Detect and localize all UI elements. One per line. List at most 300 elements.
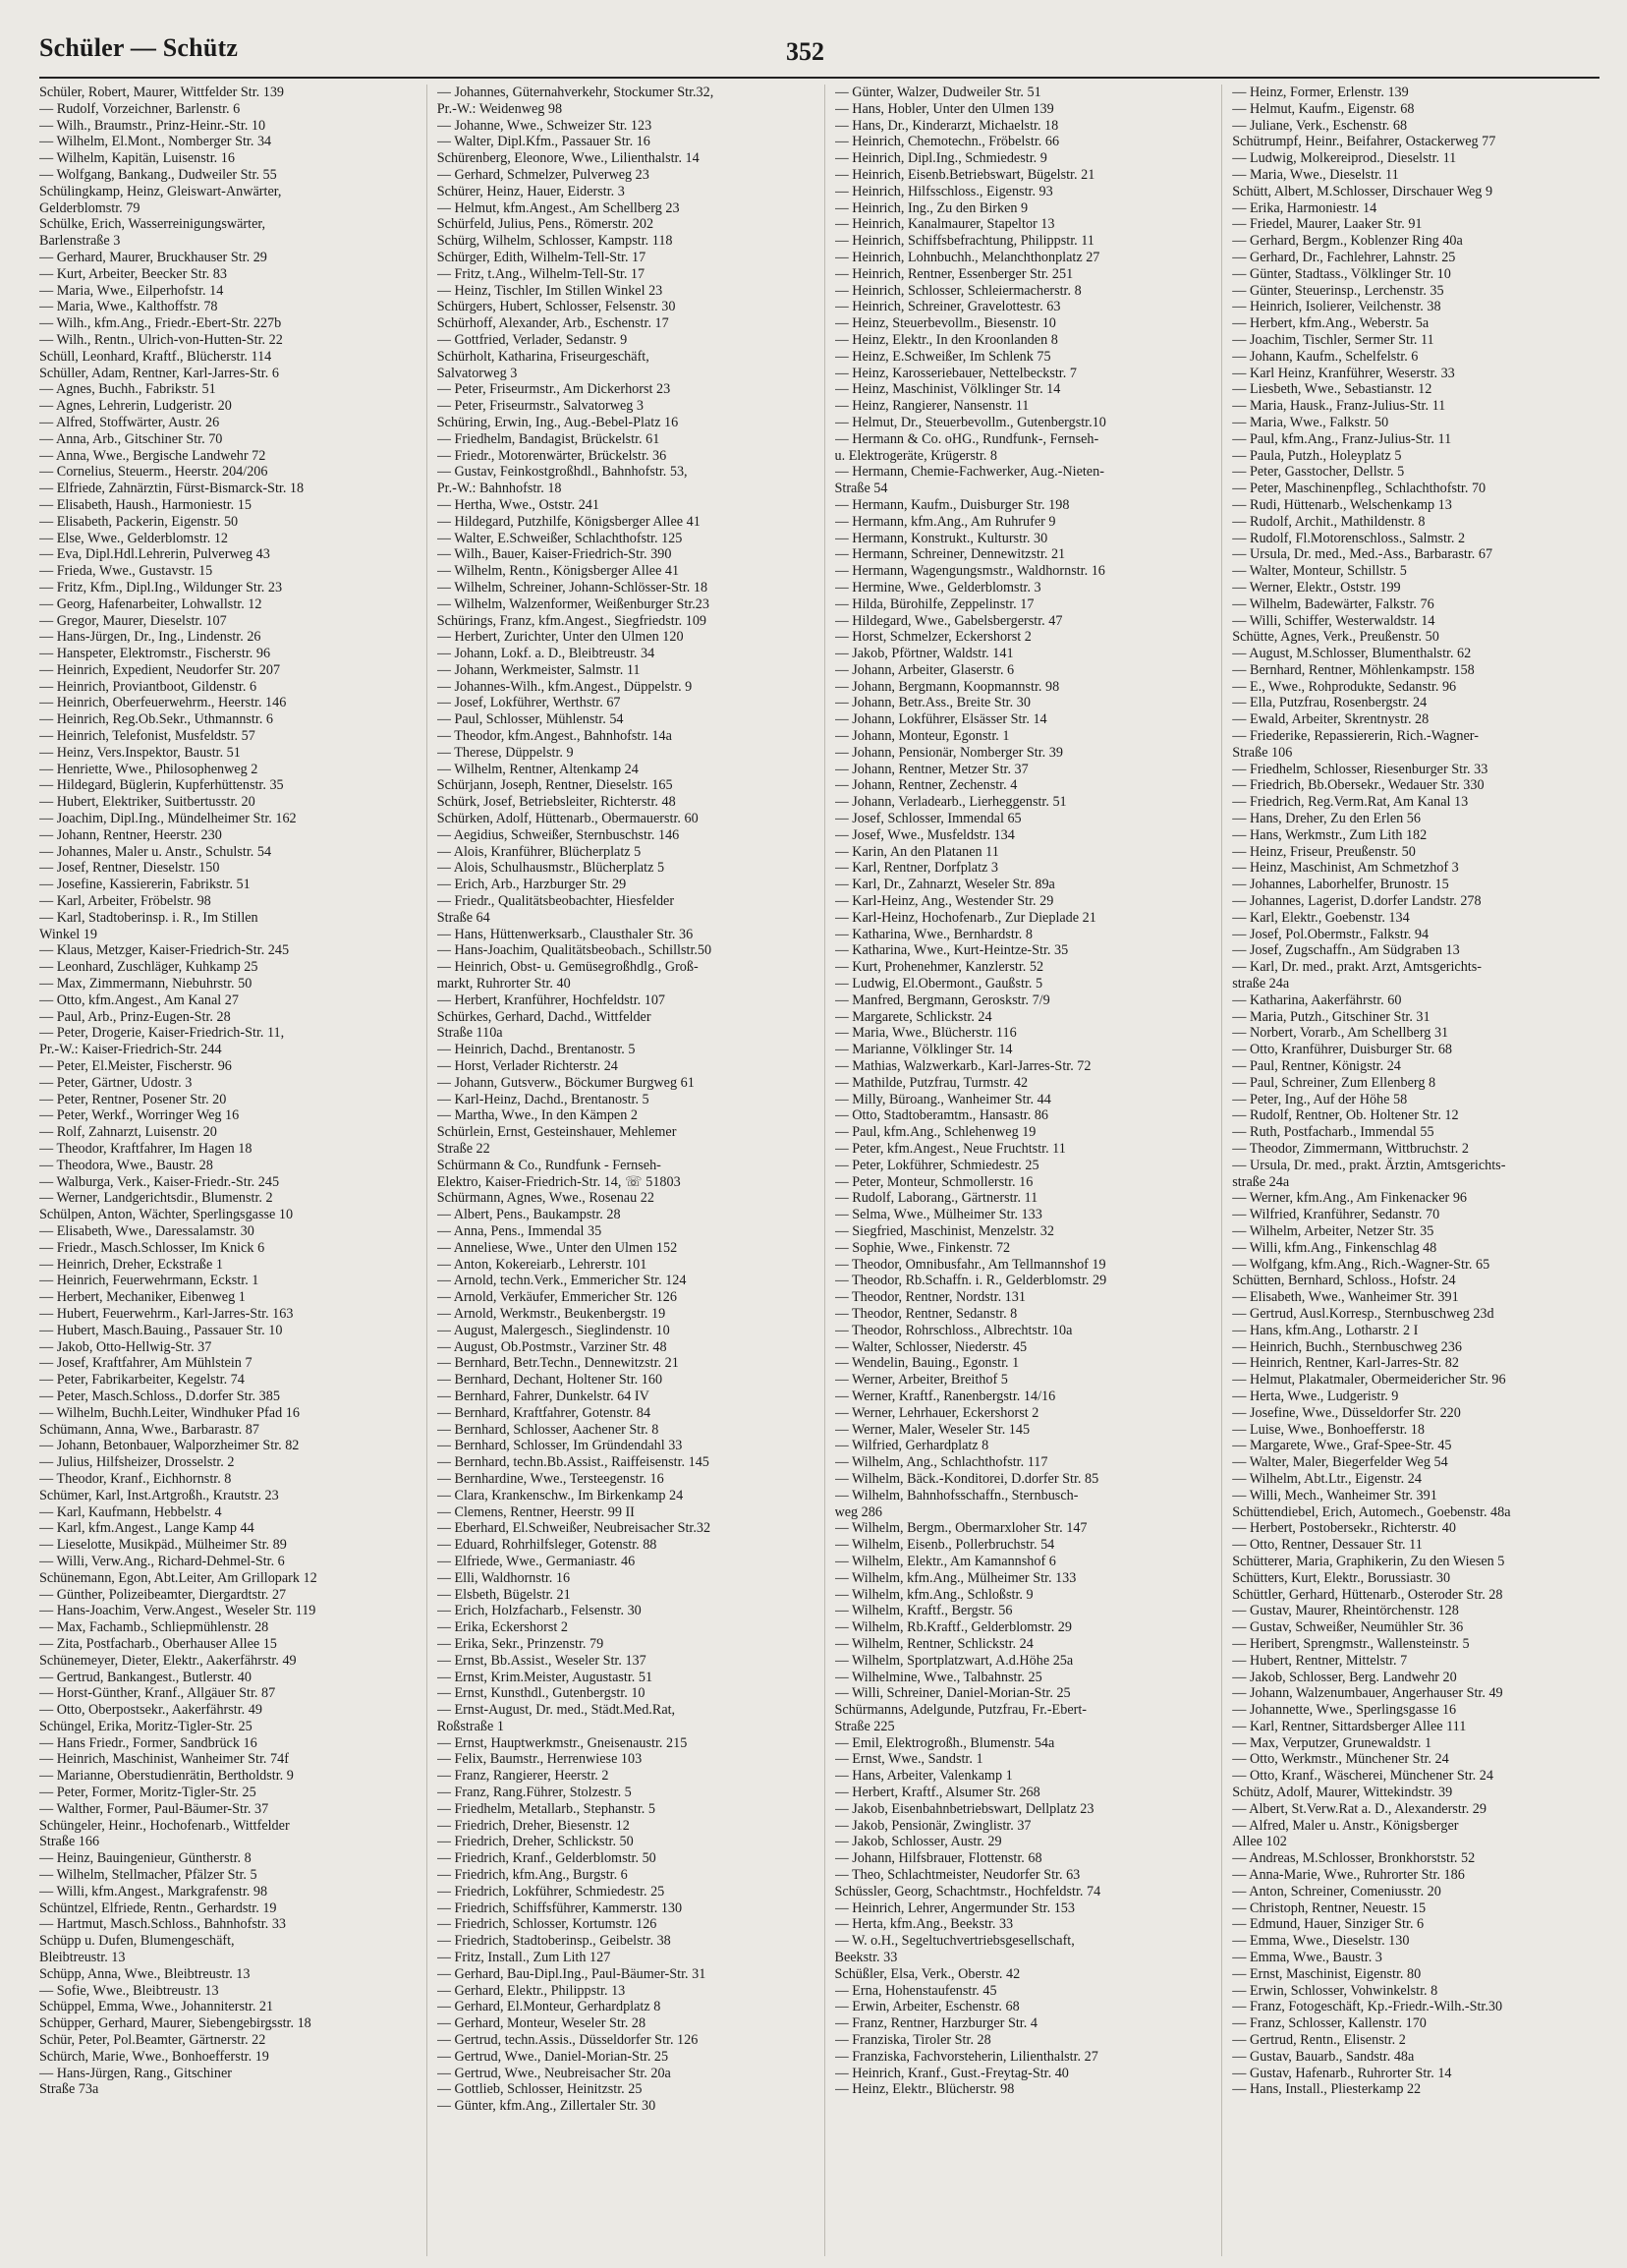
directory-entry: — Else, Wwe., Gelderblomstr. 12 bbox=[39, 530, 229, 546]
directory-entry: — Friedr., Masch.Schlosser, Im Knick 6 bbox=[39, 1239, 265, 1256]
directory-entry: — Johannes-Wilh., kfm.Angest., Düppelstr. 9 bbox=[436, 678, 693, 695]
directory-entry: — Jakob, Pförtner, Waldstr. 141 bbox=[834, 646, 1014, 662]
directory-entry: — Johann, Kaufm., Schelfelstr. 6 bbox=[1232, 348, 1419, 365]
directory-entry: Schürmann & Co., Rundfunk - Fernseh- bbox=[436, 1157, 661, 1173]
directory-entry: — Wilhelm, El.Mont., Nomberger Str. 34 bbox=[39, 134, 272, 150]
directory-entry: — Heinz, Friseur, Preußenstr. 50 bbox=[1232, 843, 1416, 860]
directory-entry: — Walter, Maler, Biegerfelder Weg 54 bbox=[1232, 1454, 1448, 1471]
directory-entry: — Heinrich, Kranf., Gust.-Freytag-Str. 40 bbox=[834, 2065, 1069, 2081]
directory-entry: — Rudolf, Rentner, Ob. Holtener Str. 12 bbox=[1232, 1107, 1459, 1124]
directory-entry: — Gustav, Bauarb., Sandstr. 48a bbox=[1232, 2048, 1415, 2065]
directory-entry: — Hermann, Kaufm., Duisburger Str. 198 bbox=[834, 496, 1070, 513]
directory-entry: — Heinrich, Lehrer, Angermunder Str. 153 bbox=[834, 1899, 1075, 1916]
directory-entry: Schüngeler, Heinr., Hochofenarb., Wittfelder bbox=[39, 1817, 290, 1834]
directory-entry: — Otto, Rentner, Dessauer Str. 11 bbox=[1232, 1537, 1423, 1554]
directory-entry: Straße 106 bbox=[1232, 744, 1293, 761]
directory-entry: straße 24a bbox=[1232, 976, 1290, 992]
directory-entry: — Paul, Schlosser, Mühlenstr. 54 bbox=[436, 711, 624, 728]
directory-entry: — Hermann, kfm.Ang., Am Ruhrufer 9 bbox=[834, 513, 1056, 530]
directory-entry: Straße 54 bbox=[834, 481, 888, 497]
directory-entry: — Peter, Friseurmstr., Am Dickerhorst 23 bbox=[436, 381, 671, 398]
directory-entry: — Anna, Arb., Gitschiner Str. 70 bbox=[39, 430, 223, 447]
directory-entry: — Horst-Günther, Kranf., Allgäuer Str. 87 bbox=[39, 1685, 276, 1702]
directory-entry: Schülke, Erich, Wasserreinigungswärter, bbox=[39, 216, 266, 233]
directory-entry: — Cornelius, Steuerm., Heerstr. 204/206 bbox=[39, 464, 268, 481]
directory-entry: — Alois, Kranführer, Blücherplatz 5 bbox=[436, 843, 642, 860]
directory-entry: Pr.-W.: Bahnhofstr. 18 bbox=[436, 481, 562, 497]
directory-entry: — Emma, Wwe., Dieselstr. 130 bbox=[1232, 1933, 1410, 1950]
directory-entry: — Leonhard, Zuschläger, Kuhkamp 25 bbox=[39, 959, 258, 976]
directory-entry: — Ernst, Krim.Meister, Augustastr. 51 bbox=[436, 1669, 653, 1685]
directory-entry: — Walter, Monteur, Schillstr. 5 bbox=[1232, 563, 1407, 580]
directory-entry: — Peter, Masch.Schloss., D.dorfer Str. 385 bbox=[39, 1388, 280, 1404]
directory-entry: Schütten, Bernhard, Schloss., Hofstr. 24 bbox=[1232, 1273, 1456, 1289]
directory-entry: — Maria, Wwe., Eilperhofstr. 14 bbox=[39, 282, 224, 299]
directory-entry: — Heinrich, Rentner, Essenberger Str. 251 bbox=[834, 265, 1074, 282]
directory-entry: Schütt, Albert, M.Schlosser, Dirschauer Weg 9 bbox=[1232, 183, 1493, 199]
directory-entry: — Günther, Polizeibeamter, Diergardtstr. 27 bbox=[39, 1586, 287, 1603]
directory-entry: — Wilhelm, Ang., Schlachthofstr. 117 bbox=[834, 1454, 1048, 1471]
directory-entry: — Heinz, Rangierer, Nansenstr. 11 bbox=[834, 398, 1030, 415]
directory-entry: Straße 110a bbox=[436, 1025, 503, 1042]
directory-entry: — Johann, Hilfsbrauer, Flottenstr. 68 bbox=[834, 1850, 1042, 1867]
directory-entry: — Arnold, Werkmstr., Beukenbergstr. 19 bbox=[436, 1305, 666, 1322]
directory-entry: — Josef, Wwe., Musfeldstr. 134 bbox=[834, 826, 1015, 843]
directory-entry: — Erich, Holzfacharb., Felsenstr. 30 bbox=[436, 1603, 642, 1619]
directory-entry: — Therese, Düppelstr. 9 bbox=[436, 744, 574, 761]
directory-entry: — Heinrich, Ing., Zu den Birken 9 bbox=[834, 199, 1029, 216]
directory-entry: — Hubert, Masch.Bauing., Passauer Str. 10 bbox=[39, 1322, 283, 1338]
directory-entry: Schütte, Agnes, Verk., Preußenstr. 50 bbox=[1232, 629, 1439, 646]
directory-entry: — August, Malergesch., Sieglindenstr. 10 bbox=[436, 1322, 670, 1338]
directory-entry: — Hans-Jürgen, Rang., Gitschiner bbox=[39, 2065, 232, 2081]
directory-entry: — Theodor, Kranf., Eichhornstr. 8 bbox=[39, 1470, 232, 1487]
directory-entry: — Otto, Stadtoberamtm., Hansastr. 86 bbox=[834, 1107, 1049, 1124]
directory-entry: weg 286 bbox=[834, 1503, 882, 1520]
directory-entry: — Henriette, Wwe., Philosophenweg 2 bbox=[39, 761, 258, 777]
directory-entry: — Wilhelm, Rb.Kraftf., Gelderblomstr. 29 bbox=[834, 1619, 1072, 1636]
directory-entry: — Frieda, Wwe., Gustavstr. 15 bbox=[39, 563, 213, 580]
directory-entry: — Friedr., Motorenwärter, Brückelstr. 36 bbox=[436, 447, 667, 464]
directory-entry: Schütters, Kurt, Elektr., Borussiastr. 30 bbox=[1232, 1569, 1451, 1586]
directory-entry: — Herbert, Mechaniker, Eibenweg 1 bbox=[39, 1289, 246, 1306]
directory-entry: — Johann, Walzenumbauer, Angerhauser Str. 49 bbox=[1232, 1685, 1503, 1702]
directory-entry: Schürmann, Agnes, Wwe., Rosenau 22 bbox=[436, 1190, 654, 1207]
directory-entry: Salvatorweg 3 bbox=[436, 365, 518, 381]
directory-entry: — Theodor, Rb.Schaffn. i. R., Gelderblomstr. 29 bbox=[834, 1273, 1107, 1289]
directory-entry: straße 24a bbox=[1232, 1173, 1290, 1190]
directory-entry: — Hans, Hobler, Unter den Ulmen 139 bbox=[834, 100, 1054, 117]
directory-entry: — Agnes, Lehrerin, Ludgeristr. 20 bbox=[39, 398, 232, 415]
directory-entry: Straße 166 bbox=[39, 1834, 100, 1850]
directory-entry: — Sofie, Wwe., Bleibtreustr. 13 bbox=[39, 1982, 219, 1999]
directory-entry: Straße 73a bbox=[39, 2081, 99, 2098]
directory-entry: — Heinrich, Isolierer, Veilchenstr. 38 bbox=[1232, 299, 1441, 315]
page-title: Schüler — Schütz bbox=[39, 33, 239, 62]
directory-entry: — Eberhard, El.Schweißer, Neubreisacher Str.32 bbox=[436, 1520, 711, 1537]
directory-entry: — Hans, Dr., Kinderarzt, Michaelstr. 18 bbox=[834, 117, 1059, 134]
directory-entry: Schüngel, Erika, Moritz-Tigler-Str. 25 bbox=[39, 1718, 252, 1734]
directory-entry: — Werner, kfm.Ang., Am Finkenacker 96 bbox=[1232, 1190, 1468, 1207]
directory-entry: Schüpp u. Dufen, Blumengeschäft, bbox=[39, 1933, 235, 1950]
directory-entry: — Edmund, Hauer, Sinziger Str. 6 bbox=[1232, 1916, 1425, 1933]
directory-entry: — Paula, Putzh., Holeyplatz 5 bbox=[1232, 447, 1402, 464]
directory-entry: — Ewald, Arbeiter, Skrentnystr. 28 bbox=[1232, 711, 1430, 728]
directory-entry: — Friedhelm, Schlosser, Riesenburger Str. 33 bbox=[1232, 761, 1488, 777]
directory-entry: — Maria, Putzh., Gitschiner Str. 31 bbox=[1232, 1008, 1431, 1025]
directory-entry: — Johann, Pensionär, Nomberger Str. 39 bbox=[834, 744, 1063, 761]
directory-entry: — Clara, Krankenschw., Im Birkenkamp 24 bbox=[436, 1487, 684, 1503]
directory-entry: — Emma, Wwe., Baustr. 3 bbox=[1232, 1950, 1382, 1966]
directory-entry: — Herta, Wwe., Ludgeristr. 9 bbox=[1232, 1388, 1399, 1404]
directory-entry: — Wilhelm, kfm.Ang., Schloßstr. 9 bbox=[834, 1586, 1034, 1603]
directory-entry: — Peter, Former, Moritz-Tigler-Str. 25 bbox=[39, 1785, 256, 1801]
directory-entry: — Elfriede, Wwe., Germaniastr. 46 bbox=[436, 1553, 636, 1569]
directory-entry: — Heinrich, Buchh., Sternbuschweg 236 bbox=[1232, 1338, 1462, 1355]
directory-entry: — Karl-Heinz, Hochofenarb., Zur Dieplade 21 bbox=[834, 909, 1096, 926]
directory-entry: — Wilhelm, Abt.Ltr., Eigenstr. 24 bbox=[1232, 1470, 1422, 1487]
directory-entry: — Johannette, Wwe., Sperlingsgasse 16 bbox=[1232, 1702, 1457, 1719]
directory-entry: — Johanne, Wwe., Schweizer Str. 123 bbox=[436, 117, 652, 134]
directory-entry: Barlenstraße 3 bbox=[39, 233, 121, 250]
directory-entry: — Gustav, Maurer, Rheintörchenstr. 128 bbox=[1232, 1603, 1459, 1619]
directory-entry: — Maria, Wwe., Dieselstr. 11 bbox=[1232, 166, 1399, 183]
directory-entry: — Jakob, Eisenbahnbetriebswart, Dellplatz 23 bbox=[834, 1800, 1094, 1817]
directory-entry: — Johannes, Maler u. Anstr., Schulstr. 54 bbox=[39, 843, 272, 860]
directory-entry: — Horst, Verlader Richterstr. 24 bbox=[436, 1058, 618, 1075]
directory-entry: — Clemens, Rentner, Heerstr. 99 II bbox=[436, 1503, 635, 1520]
directory-entry: markt, Ruhrorter Str. 40 bbox=[436, 976, 571, 992]
directory-entry: — Wilh., kfm.Ang., Friedr.-Ebert-Str. 227b bbox=[39, 315, 282, 332]
directory-entry: — Marianne, Völklinger Str. 14 bbox=[834, 1042, 1013, 1058]
directory-entry: — Friedrich, Dreher, Schlickstr. 50 bbox=[436, 1834, 634, 1850]
directory-entry: — Paul, Arb., Prinz-Eugen-Str. 28 bbox=[39, 1008, 231, 1025]
directory-entry: — Anna, Pens., Immendal 35 bbox=[436, 1222, 602, 1239]
directory-entry: — Eva, Dipl.Hdl.Lehrerin, Pulverweg 43 bbox=[39, 546, 270, 563]
directory-entry: — Wilhelm, Walzenformer, Weißenburger Str.23 bbox=[436, 595, 709, 612]
directory-entry: — Selma, Wwe., Mülheimer Str. 133 bbox=[834, 1207, 1042, 1223]
directory-entry: — Zita, Postfacharb., Oberhauser Allee 15 bbox=[39, 1635, 277, 1652]
directory-entry: — Karl, Kaufmann, Hebbelstr. 4 bbox=[39, 1503, 222, 1520]
directory-entry: — Johann, Bergmann, Koopmannstr. 98 bbox=[834, 678, 1060, 695]
directory-entry: — Johann, Monteur, Egonstr. 1 bbox=[834, 728, 1010, 745]
directory-entry: — Karl, Dr., Zahnarzt, Weseler Str. 89a bbox=[834, 877, 1055, 893]
directory-entry: — Franz, Rangierer, Heerstr. 2 bbox=[436, 1768, 609, 1785]
directory-entry: Schütz, Adolf, Maurer, Wittekindstr. 39 bbox=[1232, 1785, 1453, 1801]
directory-entry: — Wolfgang, kfm.Ang., Rich.-Wagner-Str. 65 bbox=[1232, 1256, 1490, 1273]
directory-entry: Schürlein, Ernst, Gesteinshauer, Mehlemer bbox=[436, 1124, 677, 1141]
directory-entry: — Theodor, Zimmermann, Wittbruchstr. 2 bbox=[1232, 1141, 1469, 1157]
directory-entry: Schürger, Edith, Wilhelm-Tell-Str. 17 bbox=[436, 249, 646, 265]
directory-entry: Schürfeld, Julius, Pens., Römerstr. 202 bbox=[436, 216, 654, 233]
directory-entry: Schürken, Adolf, Hüttenarb., Obermauerstr. 60 bbox=[436, 811, 699, 827]
directory-entry: — Heinrich, Kanalmaurer, Stapeltor 13 bbox=[834, 216, 1055, 233]
directory-entry: — Jakob, Schlosser, Berg. Landwehr 20 bbox=[1232, 1669, 1457, 1685]
directory-entry: — Gertrud, Bankangest., Butlerstr. 40 bbox=[39, 1669, 252, 1685]
directory-entry: — Gertrud, Rentn., Elisenstr. 2 bbox=[1232, 2032, 1406, 2049]
directory-entry: — Günter, Stadtass., Völklinger Str. 10 bbox=[1232, 265, 1451, 282]
directory-entry: — Heinz, Karosseriebauer, Nettelbeckstr. 7 bbox=[834, 365, 1077, 381]
directory-entry: — Heinrich, Dipl.Ing., Schmiedestr. 9 bbox=[834, 150, 1047, 167]
directory-entry: — Heinz, Elektr., In den Kroonlanden 8 bbox=[834, 331, 1058, 348]
directory-entry: Schüppel, Emma, Wwe., Johanniterstr. 21 bbox=[39, 1999, 274, 2015]
directory-entry: — Karl, Rentner, Dorfplatz 3 bbox=[834, 860, 998, 877]
directory-entry: — Hartmut, Masch.Schloss., Bahnhofstr. 33 bbox=[39, 1916, 287, 1933]
directory-entry: — Josef, Rentner, Dieselstr. 150 bbox=[39, 860, 220, 877]
directory-entry: — Elisabeth, Packerin, Eigenstr. 50 bbox=[39, 513, 239, 530]
directory-entry: Schür, Peter, Pol.Beamter, Gärtnerstr. 22 bbox=[39, 2032, 266, 2049]
directory-entry: — Walter, Schlosser, Niederstr. 45 bbox=[834, 1338, 1028, 1355]
directory-entry: — Anton, Kokereiarb., Lehrerstr. 101 bbox=[436, 1256, 647, 1273]
directory-entry: — Werner, Lehrhauer, Eckershorst 2 bbox=[834, 1404, 1039, 1421]
directory-entry: — Hermann, Konstrukt., Kulturstr. 30 bbox=[834, 530, 1048, 546]
directory-entry: — Heinz, Tischler, Im Stillen Winkel 23 bbox=[436, 282, 663, 299]
directory-entry: Schütterer, Maria, Graphikerin, Zu den Wiesen 5 bbox=[1232, 1553, 1505, 1569]
directory-entry: — Werner, Kraftf., Ranenbergstr. 14/16 bbox=[834, 1388, 1056, 1404]
directory-entry: — Paul, Schreiner, Zum Ellenberg 8 bbox=[1232, 1074, 1436, 1091]
directory-entry: — Friedr., Qualitätsbeobachter, Hiesfelder bbox=[436, 893, 675, 910]
directory-entry: — Fritz, Install., Zum Lith 127 bbox=[436, 1950, 611, 1966]
directory-entry: — Gustav, Schweißer, Neumühler Str. 36 bbox=[1232, 1619, 1464, 1636]
directory-entry: — Wilhelm, Stellmacher, Pfälzer Str. 5 bbox=[39, 1867, 257, 1884]
directory-entry: — Franziska, Fachvorsteherin, Lilienthalstr. 27 bbox=[834, 2048, 1098, 2065]
directory-entry: — Joachim, Tischler, Sermer Str. 11 bbox=[1232, 331, 1434, 348]
directory-entry: Straße 64 bbox=[436, 909, 490, 926]
directory-entry: — Ursula, Dr. med., Med.-Ass., Barbarastr. 67 bbox=[1232, 546, 1493, 563]
directory-entry: — Katharina, Wwe., Kurt-Heintze-Str. 35 bbox=[834, 942, 1069, 959]
directory-entry: — Gottlieb, Schlosser, Heinitzstr. 25 bbox=[436, 2081, 643, 2098]
directory-entry: Elektro, Kaiser-Friedrich-Str. 14, ☏ 51803 bbox=[436, 1173, 681, 1190]
directory-entry: — Heinrich, Reg.Ob.Sekr., Uthmannstr. 6 bbox=[39, 711, 274, 728]
directory-entry: — August, Ob.Postmstr., Varziner Str. 48 bbox=[436, 1338, 667, 1355]
directory-entry: — W. o.H., Segeltuchvertriebsgesellschaft, bbox=[834, 1933, 1075, 1950]
directory-entry: — Wilh., Rentn., Ulrich-von-Hutten-Str. 22 bbox=[39, 331, 283, 348]
directory-entry: — Karl-Heinz, Ang., Westender Str. 29 bbox=[834, 893, 1054, 910]
directory-entry: — Heinz, Bauingenieur, Güntherstr. 8 bbox=[39, 1850, 252, 1867]
directory-entry: — Johann, Verladearb., Lierheggenstr. 51 bbox=[834, 794, 1067, 811]
directory-entry: — Gerhard, El.Monteur, Gerhardplatz 8 bbox=[436, 1999, 661, 2015]
directory-entry: — Wilhelm, Eisenb., Pollerbruchstr. 54 bbox=[834, 1537, 1055, 1554]
directory-entry: — Heinrich, Eisenb.Betriebswart, Bügelstr. 21 bbox=[834, 166, 1095, 183]
directory-entry: — Jakob, Schlosser, Austr. 29 bbox=[834, 1834, 1002, 1850]
directory-entry: — Rudolf, Archit., Mathildenstr. 8 bbox=[1232, 513, 1426, 530]
directory-entry: — Eduard, Rohrhilfsleger, Gotenstr. 88 bbox=[436, 1537, 657, 1554]
directory-entry: — Sophie, Wwe., Finkenstr. 72 bbox=[834, 1239, 1011, 1256]
directory-entry: — Werner, Arbeiter, Breithof 5 bbox=[834, 1372, 1008, 1389]
directory-entry: — Agnes, Buchh., Fabrikstr. 51 bbox=[39, 381, 216, 398]
directory-entry: — Anna, Wwe., Bergische Landwehr 72 bbox=[39, 447, 266, 464]
directory-entry: — Heinrich, Schiffsbefrachtung, Philippstr. 11 bbox=[834, 233, 1094, 250]
directory-entry: — Heinz, E.Schweißer, Im Schlenk 75 bbox=[834, 348, 1051, 365]
directory-entry: Straße 22 bbox=[436, 1141, 490, 1157]
directory-entry: — Otto, Oberpostsekr., Aakerfährstr. 49 bbox=[39, 1702, 262, 1719]
directory-entry: — Hildegard, Putzhilfe, Königsberger Allee 41 bbox=[436, 513, 701, 530]
directory-entry: Schüttendiebel, Erich, Automech., Goebenstr. 48a bbox=[1232, 1503, 1511, 1520]
directory-entry: — Heinrich, Schreiner, Gravelottestr. 63 bbox=[834, 299, 1061, 315]
directory-entry: — Paul, Rentner, Königstr. 24 bbox=[1232, 1058, 1401, 1075]
directory-entry: Schürk, Josef, Betriebsleiter, Richterstr. 48 bbox=[436, 794, 676, 811]
directory-entry: — Werner, Maler, Weseler Str. 145 bbox=[834, 1421, 1031, 1438]
directory-entry: — Siegfried, Maschinist, Menzelstr. 32 bbox=[834, 1222, 1054, 1239]
directory-entry: Schüler, Robert, Maurer, Wittfelder Str. 139 bbox=[39, 85, 285, 100]
directory-entry: — Ruth, Postfacharb., Immendal 55 bbox=[1232, 1124, 1434, 1141]
directory-entry: — Gertrud, Ausl.Korresp., Sternbuschweg 23d bbox=[1232, 1305, 1494, 1322]
directory-entry: — Wilfried, Kranführer, Sedanstr. 70 bbox=[1232, 1207, 1440, 1223]
directory-entry: — Elisabeth, Haush., Harmoniestr. 15 bbox=[39, 496, 252, 513]
directory-entry: — Friedrich, Kranf., Gelderblomstr. 50 bbox=[436, 1850, 656, 1867]
directory-entry: — Hermann & Co. oHG., Rundfunk-, Fernseh- bbox=[834, 430, 1099, 447]
directory-entry: Bleibtreustr. 13 bbox=[39, 1950, 126, 1966]
directory-entry: — Friedel, Maurer, Laaker Str. 91 bbox=[1232, 216, 1423, 233]
directory-entry: — Josefine, Wwe., Düsseldorfer Str. 220 bbox=[1232, 1404, 1461, 1421]
directory-entry: — Elli, Waldhornstr. 16 bbox=[436, 1569, 571, 1586]
directory-entry: — Anna-Marie, Wwe., Ruhrorter Str. 186 bbox=[1232, 1867, 1465, 1884]
directory-entry: — Hertha, Wwe., Oststr. 241 bbox=[436, 496, 599, 513]
directory-entry: — Manfred, Bergmann, Geroskstr. 7/9 bbox=[834, 992, 1050, 1008]
directory-entry: — Wilhelm, Badewärter, Falkstr. 76 bbox=[1232, 595, 1434, 612]
directory-entry: — Karl, Rentner, Sittardsberger Allee 111 bbox=[1232, 1718, 1467, 1734]
directory-entry: — Heinrich, Proviantboot, Gildenstr. 6 bbox=[39, 678, 257, 695]
directory-entry: — Johann, Werkmeister, Salmstr. 11 bbox=[436, 661, 641, 678]
header-rule bbox=[39, 77, 1599, 79]
directory-entry: Schüring, Erwin, Ing., Aug.-Bebel-Platz 16 bbox=[436, 414, 679, 430]
directory-entry: — Franz, Schlosser, Kallenstr. 170 bbox=[1232, 2015, 1427, 2032]
directory-entry: — Heinz, Steuerbevollm., Biesenstr. 10 bbox=[834, 315, 1056, 332]
directory-entry: — Hilda, Bürohilfe, Zeppelinstr. 17 bbox=[834, 595, 1035, 612]
directory-entry: — Willi, kfm.Ang., Finkenschlag 48 bbox=[1232, 1239, 1437, 1256]
directory-entry: — Friedhelm, Bandagist, Brückelstr. 61 bbox=[436, 430, 660, 447]
directory-entry: — Karl Heinz, Kranführer, Weserstr. 33 bbox=[1232, 365, 1455, 381]
directory-entry: — Willi, Mech., Wanheimer Str. 391 bbox=[1232, 1487, 1437, 1503]
directory-entry: — Hubert, Elektriker, Suitbertusstr. 20 bbox=[39, 794, 255, 811]
directory-entry: Allee 102 bbox=[1232, 1834, 1287, 1850]
directory-entry: — Hermann, Schreiner, Dennewitzstr. 21 bbox=[834, 546, 1066, 563]
directory-entry: — Ernst-August, Dr. med., Städt.Med.Rat, bbox=[436, 1702, 676, 1719]
directory-entry: — Kurt, Prohenehmer, Kanzlerstr. 52 bbox=[834, 959, 1044, 976]
directory-entry: — Gertrud, Wwe., Daniel-Morian-Str. 25 bbox=[436, 2048, 669, 2065]
directory-entry: — Hermine, Wwe., Gelderblomstr. 3 bbox=[834, 579, 1041, 595]
directory-entry: — Emil, Elektrogroßh., Blumenstr. 54a bbox=[834, 1734, 1055, 1751]
directory-entry: — Hermann, Chemie-Fachwerker, Aug.-Nieten- bbox=[834, 464, 1104, 481]
column-2 bbox=[426, 85, 807, 2256]
directory-entry: — Josef, Schlosser, Immendal 65 bbox=[834, 811, 1022, 827]
directory-entry: — Gerhard, Bau-Dipl.Ing., Paul-Bäumer-Str. 31 bbox=[436, 1965, 706, 1982]
directory-entry: — Otto, kfm.Angest., Am Kanal 27 bbox=[39, 992, 239, 1008]
directory-entry: — Erwin, Arbeiter, Eschenstr. 68 bbox=[834, 1999, 1020, 2015]
directory-entry: — Erika, Sekr., Prinzenstr. 79 bbox=[436, 1635, 604, 1652]
directory-entry: — Peter, Ing., Auf der Höhe 58 bbox=[1232, 1091, 1408, 1107]
directory-entry: — Johann, Rentner, Zechenstr. 4 bbox=[834, 777, 1018, 794]
directory-entry: — Herbert, Zurichter, Unter den Ulmen 120 bbox=[436, 629, 684, 646]
directory-entry: — Albert, Pens., Baukampstr. 28 bbox=[436, 1207, 621, 1223]
directory-entry: — Albert, St.Verw.Rat a. D., Alexanderstr. 29 bbox=[1232, 1800, 1487, 1817]
directory-entry: — Bernhardine, Wwe., Tersteegenstr. 16 bbox=[436, 1470, 664, 1487]
directory-entry: — Peter, Drogerie, Kaiser-Friedrich-Str. 11, bbox=[39, 1025, 285, 1042]
directory-entry: — Christoph, Rentner, Neuestr. 15 bbox=[1232, 1899, 1427, 1916]
directory-entry: — Ernst, Bb.Assist., Weseler Str. 137 bbox=[436, 1652, 646, 1669]
directory-entry: — Heribert, Sprengmstr., Wallensteinstr. 5 bbox=[1232, 1635, 1470, 1652]
directory-entry: — Wolfgang, Bankang., Dudweiler Str. 55 bbox=[39, 166, 277, 183]
directory-entry: — Elisabeth, Wwe., Wanheimer Str. 391 bbox=[1232, 1289, 1459, 1306]
directory-entry: — Herbert, kfm.Ang., Weberstr. 5a bbox=[1232, 315, 1430, 332]
directory-entry: — Peter, Fabrikarbeiter, Kegelstr. 74 bbox=[39, 1372, 245, 1389]
directory-entry: — Margarete, Wwe., Graf-Spee-Str. 45 bbox=[1232, 1438, 1452, 1454]
directory-entry: — Wilh., Braumstr., Prinz-Heinr.-Str. 10 bbox=[39, 117, 266, 134]
directory-entry: Schürjann, Joseph, Rentner, Dieselstr. 165 bbox=[436, 777, 673, 794]
directory-entry: Schülpen, Anton, Wächter, Sperlingsgasse 10 bbox=[39, 1207, 294, 1223]
directory-entry: — Martha, Wwe., In den Kämpen 2 bbox=[436, 1107, 638, 1124]
directory-entry: — Katharina, Aakerfährstr. 60 bbox=[1232, 992, 1402, 1008]
directory-columns bbox=[39, 85, 1601, 2256]
directory-entry: — Helmut, Kaufm., Eigenstr. 68 bbox=[1232, 100, 1415, 117]
directory-entry: — Hanspeter, Elektromstr., Fischerstr. 96 bbox=[39, 646, 271, 662]
directory-entry: — Hans, Hüttenwerksarb., Clausthaler Str. 36 bbox=[436, 926, 694, 942]
directory-entry: — Theodor, Omnibusfahr., Am Tellmannshof 19 bbox=[834, 1256, 1106, 1273]
directory-entry: — Joachim, Dipl.Ing., Mündelheimer Str. 162 bbox=[39, 811, 297, 827]
directory-entry: — Willi, kfm.Angest., Markgrafenstr. 98 bbox=[39, 1883, 268, 1899]
directory-entry: — Wilh., Bauer, Kaiser-Friedrich-Str. 390 bbox=[436, 546, 672, 563]
directory-entry: — Herbert, Postobersekr., Richterstr. 40 bbox=[1232, 1520, 1456, 1537]
directory-entry: — Günter, Steuerinsp., Lerchenstr. 35 bbox=[1232, 282, 1444, 299]
directory-entry: — Friedrich, Schiffsführer, Kammerstr. 130 bbox=[436, 1899, 683, 1916]
directory-entry: Schürings, Franz, kfm.Angest., Siegfriedstr. 109 bbox=[436, 612, 707, 629]
directory-entry: — Jakob, Otto-Hellwig-Str. 37 bbox=[39, 1338, 212, 1355]
directory-entry: — Friedrich, Schlosser, Kortumstr. 126 bbox=[436, 1916, 657, 1933]
directory-entry: — Karl, Elektr., Goebenstr. 134 bbox=[1232, 909, 1410, 926]
directory-entry: — Juliane, Verk., Eschenstr. 68 bbox=[1232, 117, 1408, 134]
directory-entry: — Johann, Rentner, Metzer Str. 37 bbox=[834, 761, 1029, 777]
directory-entry: — Ernst, Hauptwerkmstr., Gneisenaustr. 215 bbox=[436, 1734, 688, 1751]
directory-entry: — Wilhelm, Bergm., Obermarxloher Str. 147 bbox=[834, 1520, 1088, 1537]
directory-entry: — Franz, Fotogeschäft, Kp.-Friedr.-Wilh.-Str.30 bbox=[1232, 1999, 1503, 2015]
directory-entry: — Heinz, Vers.Inspektor, Baustr. 51 bbox=[39, 744, 241, 761]
directory-entry: Schürkes, Gerhard, Dachd., Wittfelder bbox=[436, 1008, 651, 1025]
directory-entry: — Bernhard, Betr.Techn., Dennewitzstr. 21 bbox=[436, 1355, 679, 1372]
directory-entry: — Rudolf, Fl.Motorenschloss., Salmstr. 2 bbox=[1232, 530, 1466, 546]
directory-entry: — Günter, kfm.Ang., Zillertaler Str. 30 bbox=[436, 2098, 656, 2115]
directory-entry: — Wendelin, Bauing., Egonstr. 1 bbox=[834, 1355, 1020, 1372]
directory-entry: Schüßler, Elsa, Verk., Oberstr. 42 bbox=[834, 1965, 1021, 1982]
directory-entry: — Rolf, Zahnarzt, Luisenstr. 20 bbox=[39, 1124, 217, 1141]
directory-entry: — Klaus, Metzger, Kaiser-Friedrich-Str. 245 bbox=[39, 942, 290, 959]
directory-entry: — Elsbeth, Bügelstr. 21 bbox=[436, 1586, 571, 1603]
column-3 bbox=[824, 85, 1205, 2256]
directory-entry: — Gerhard, Monteur, Weseler Str. 28 bbox=[436, 2015, 646, 2032]
directory-entry: — Jakob, Pensionär, Zwinglistr. 37 bbox=[834, 1817, 1032, 1834]
directory-entry: — Georg, Hafenarbeiter, Lohwallstr. 12 bbox=[39, 595, 262, 612]
directory-entry: — August, M.Schlosser, Blumenthalstr. 62 bbox=[1232, 646, 1472, 662]
directory-entry: — Hans, Dreher, Zu den Erlen 56 bbox=[1232, 811, 1421, 827]
directory-entry: — Josefine, Kassiererin, Fabrikstr. 51 bbox=[39, 877, 251, 893]
directory-entry: — Arnold, Verkäufer, Emmericher Str. 126 bbox=[436, 1289, 677, 1306]
directory-entry: — Arnold, techn.Verk., Emmericher Str. 124 bbox=[436, 1273, 687, 1289]
directory-entry: — Josef, Zugschaffn., Am Südgraben 13 bbox=[1232, 942, 1460, 959]
directory-entry: — Rudi, Hüttenarb., Welschenkamp 13 bbox=[1232, 496, 1452, 513]
directory-entry: — Peter, Maschinenpfleg., Schlachthofstr. 70 bbox=[1232, 481, 1487, 497]
directory-entry: — Heinrich, Expedient, Neudorfer Str. 207 bbox=[39, 661, 281, 678]
directory-entry: — Wilhelm, Buchh.Leiter, Windhuker Pfad 16 bbox=[39, 1404, 300, 1421]
directory-entry: Schüpper, Gerhard, Maurer, Siebengebirgsstr. 18 bbox=[39, 2015, 311, 2032]
directory-entry: — Fritz, Kfm., Dipl.Ing., Wildunger Str. 23 bbox=[39, 579, 283, 595]
directory-entry: — Gerhard, Dr., Fachlehrer, Lahnstr. 25 bbox=[1232, 249, 1456, 265]
directory-entry: — Hildegard, Büglerin, Kupferhüttenstr. 35 bbox=[39, 777, 284, 794]
directory-entry: Schürer, Heinz, Hauer, Eiderstr. 3 bbox=[436, 183, 625, 199]
directory-entry: — Wilhelm, Kapitän, Luisenstr. 16 bbox=[39, 150, 235, 167]
directory-entry: — Hermann, Wagengungsmstr., Waldhornstr. 16 bbox=[834, 563, 1105, 580]
directory-entry: — Friedrich, kfm.Ang., Burgstr. 6 bbox=[436, 1867, 628, 1884]
directory-entry: — Maria, Wwe., Kalthoffstr. 78 bbox=[39, 299, 218, 315]
directory-entry: — Wilhelm, Arbeiter, Netzer Str. 35 bbox=[1232, 1222, 1434, 1239]
